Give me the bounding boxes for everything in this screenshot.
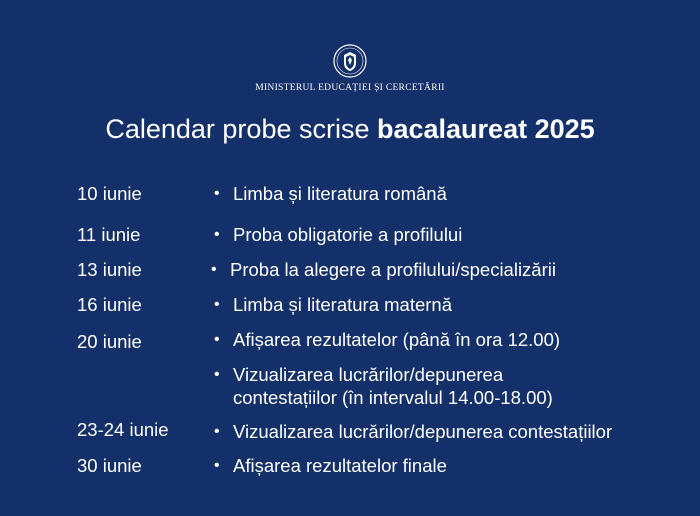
- bullet-icon: •: [214, 423, 220, 440]
- bullet-icon: •: [214, 296, 220, 313]
- ministry-name: MINISTERUL EDUCAȚIEI ȘI CERCETĂRII: [255, 83, 445, 93]
- calendar-date: 16 iunie: [77, 294, 142, 315]
- calendar-date: 23-24 iunie: [77, 419, 169, 440]
- calendar-item: Afișarea rezultatelor finale: [233, 455, 447, 476]
- calendar-date: 11 iunie: [77, 224, 141, 245]
- bullet-icon: •: [214, 457, 220, 474]
- calendar-item: Proba la alegere a profilului/specializării: [230, 259, 556, 280]
- bullet-icon: •: [214, 331, 220, 348]
- bullet-icon: •: [214, 366, 220, 383]
- bullet-icon: •: [211, 261, 217, 278]
- bullet-icon: •: [214, 185, 220, 202]
- calendar-item: Proba obligatorie a profilului: [233, 224, 463, 245]
- calendar-date: 20 iunie: [77, 331, 142, 352]
- calendar-item: Limba și literatura maternă: [233, 294, 453, 315]
- title-regular: Calendar probe scrise: [105, 114, 370, 144]
- calendar-item: Vizualizarea lucrărilor/depunerea contestațiilor: [233, 421, 613, 442]
- calendar-date: 30 iunie: [77, 455, 142, 476]
- title-bold: bacalaureat 2025: [377, 114, 595, 144]
- calendar-date: 13 iunie: [77, 259, 142, 280]
- calendar-item: Vizualizarea lucrărilor/depunerea: [233, 364, 504, 385]
- page-title: [0, 114, 700, 145]
- romanian-coat-of-arms-icon: [333, 44, 367, 78]
- bullet-icon: •: [214, 226, 220, 243]
- calendar-date: 10 iunie: [77, 183, 142, 204]
- calendar-item: Afișarea rezultatelor (până în ora 12.00): [233, 329, 561, 350]
- calendar-item-continuation: contestațiilor (în intervalul 14.00-18.00): [233, 387, 553, 408]
- calendar-item: Limba și literatura română: [233, 183, 447, 204]
